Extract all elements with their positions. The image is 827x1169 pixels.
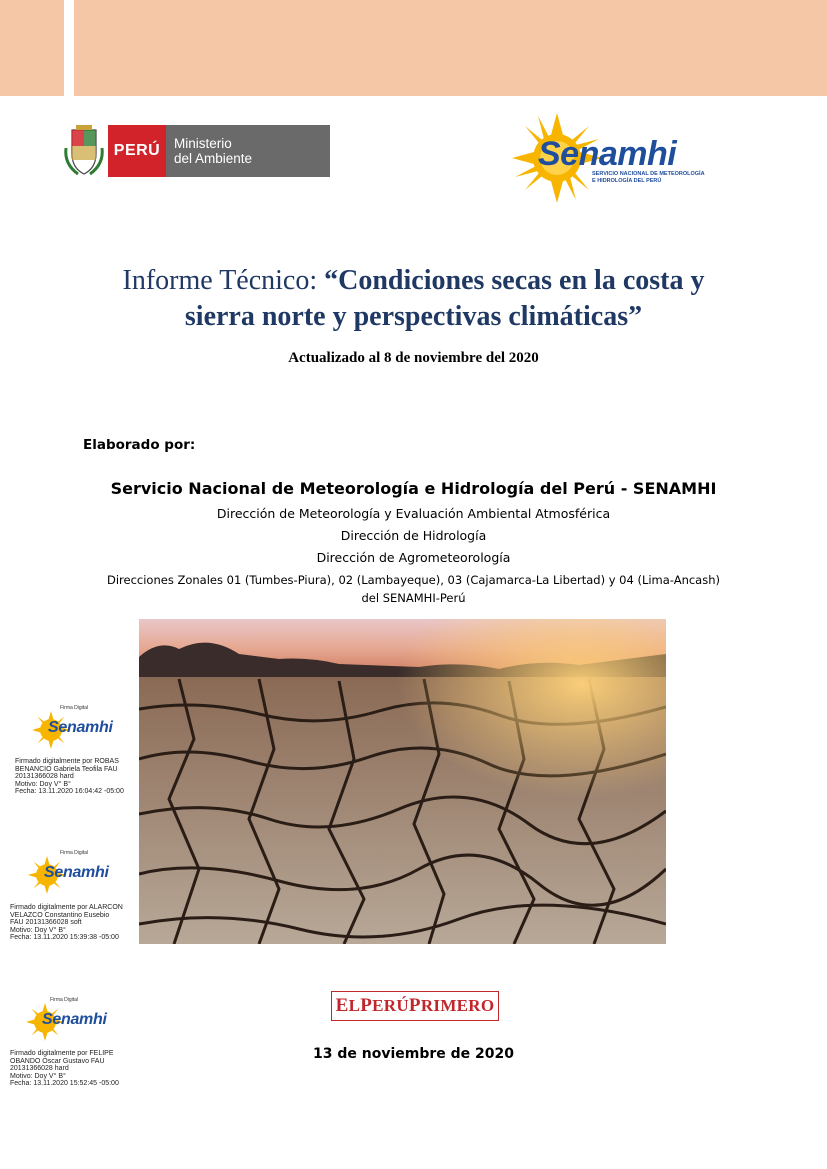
signature-stamp-label: Firma Digital (50, 997, 79, 1003)
signature-line: Motivo: Doy V° B° (10, 926, 66, 934)
signature-line: Motivo: Doy V° B° (15, 780, 71, 788)
signature-line: Firmado digitalmente por ALARCON (10, 904, 123, 911)
signature-line: FAU 20131366028 soft (10, 919, 82, 927)
direction-1: Dirección de Meteorología y Evaluación Ambiental Atmosférica (216, 506, 611, 521)
senamhi-mini-wordmark: Senamhi (42, 1011, 107, 1028)
signature-stamp-label: Firma Digital (60, 705, 89, 711)
title-line1: “Condiciones secas en la costa y (324, 265, 705, 296)
signature-line: 20131366028 hard (10, 1065, 69, 1073)
senamhi-subtitle (592, 171, 712, 184)
el-peru-primero-logo (331, 991, 499, 1021)
signature-details (15, 758, 124, 796)
signature-line: OBANDO Oscar Gustavo FAU (10, 1057, 105, 1065)
ministerio-logo (62, 124, 330, 178)
ministerio-label (166, 125, 330, 177)
header-band-right (74, 0, 827, 96)
motto-part: P (408, 995, 421, 1016)
signature-line: Fecha: 13.11.2020 16:04:42 -05:00 (15, 788, 124, 796)
senamhi-logo (512, 113, 712, 203)
signature-line: Firmado digitalmente por ROBAS (15, 758, 119, 765)
ministerio-line1: Ministerio (174, 136, 232, 151)
title-prefix: Informe Técnico: (122, 265, 325, 296)
motto-part: ERÚ (372, 996, 409, 1015)
signature-stamp-label: Firma Digital (60, 850, 89, 856)
digital-signature-1 (10, 705, 140, 795)
updated-date: Actualizado al 8 de noviembre del 2020 (288, 350, 539, 366)
digital-signature-3 (10, 997, 140, 1092)
title-line2: sierra norte y perspectivas climáticas” (184, 301, 643, 332)
signature-line: VELAZCO Constantino Eusebio (10, 911, 110, 919)
senamhi-mini-logo (32, 711, 122, 751)
direction-3: Dirección de Agrometeorología (316, 550, 511, 565)
elaborated-by-label: Elaborado por: (83, 437, 196, 453)
digital-signature-2 (10, 850, 140, 945)
coat-of-arms-icon (62, 124, 106, 178)
motto-part: E (335, 995, 349, 1016)
senamhi-mini-wordmark: Senamhi (48, 719, 113, 736)
report-title (60, 263, 767, 335)
document-date: 13 de noviembre de 2020 (313, 1046, 514, 1062)
peru-label: PERÚ (108, 125, 166, 177)
cracked-earth-photo (139, 619, 666, 944)
motto-part: RIMERO (420, 996, 495, 1015)
signature-line: Motivo: Doy V° B° (10, 1072, 66, 1080)
header-band-left (0, 0, 64, 96)
senamhi-wordmark: Senamhi (538, 135, 677, 173)
motto-part: L (348, 996, 361, 1015)
signature-line: Firmado digitalmente por FELIPE (10, 1050, 114, 1057)
senamhi-mini-logo (28, 856, 118, 896)
senamhi-subtitle-line2: E HIDROLOGÍA DEL PERÚ (592, 177, 662, 184)
senamhi-subtitle-line1: SERVICIO NACIONAL DE METEOROLOGÍA (592, 171, 705, 177)
zonal-directions-suffix: del SENAMHI-Perú (361, 591, 466, 605)
signature-line: 20131366028 hard (15, 773, 74, 781)
signature-line: Fecha: 13.11.2020 15:52:45 -05:00 (10, 1080, 119, 1088)
ministerio-line2: del Ambiente (174, 151, 253, 166)
organization-name: Servicio Nacional de Meteorología e Hidrología del Perú - SENAMHI (110, 479, 717, 498)
senamhi-mini-wordmark: Senamhi (44, 864, 109, 881)
signature-line: Fecha: 13.11.2020 15:39:38 -05:00 (10, 934, 119, 942)
direction-2: Dirección de Hidrología (340, 528, 487, 543)
motto-part: P (360, 995, 373, 1016)
zonal-directions: Direcciones Zonales 01 (Tumbes-Piura), 02 (Lambayeque), 03 (Cajamarca-La Libertad) y 04 (Lima-Ancash) (106, 573, 720, 587)
senamhi-mini-logo (26, 1003, 116, 1043)
signature-line: BENANCIO Gabriela Teofila FAU (15, 765, 118, 773)
signature-details (10, 904, 123, 942)
